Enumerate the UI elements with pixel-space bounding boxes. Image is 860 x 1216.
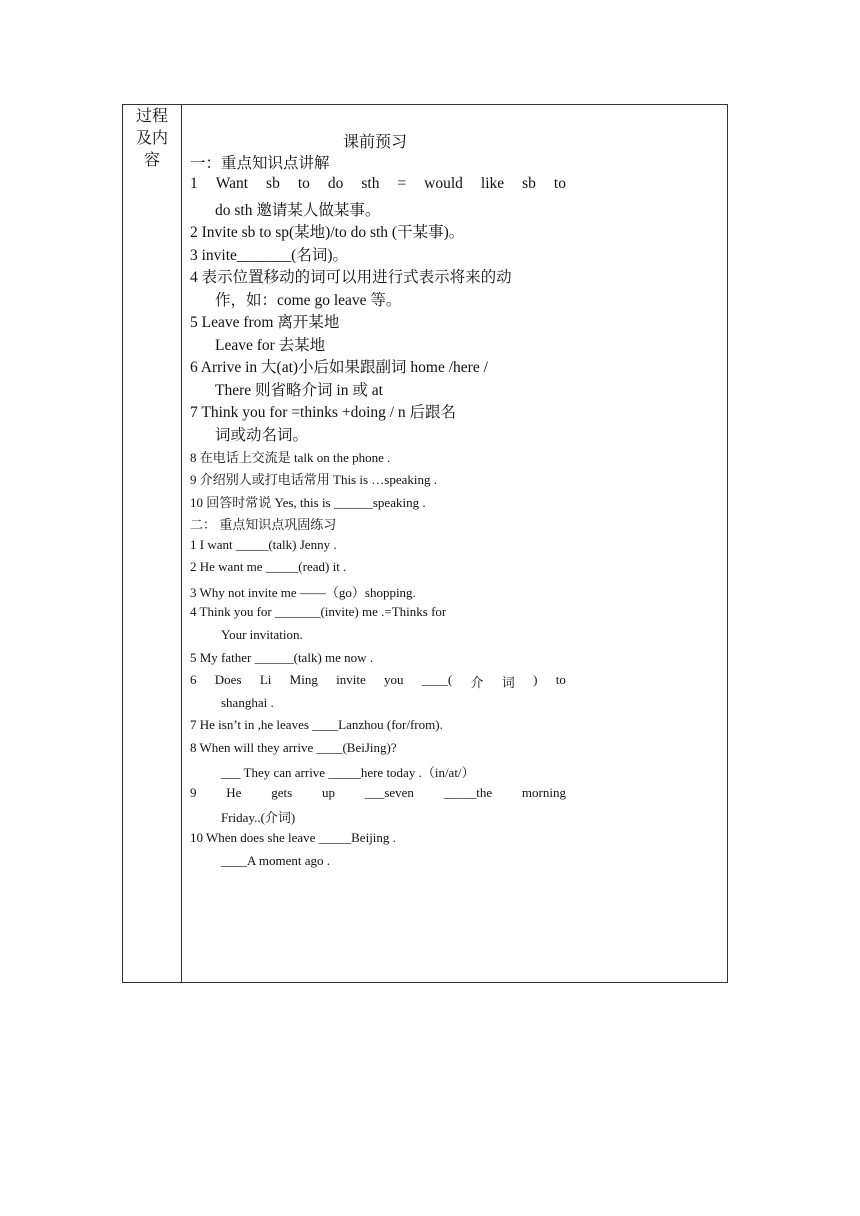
row-label-line: 及内 (135, 130, 168, 147)
exercise-item: shanghai . (221, 695, 274, 710)
exercise-item: 8 When will they arrive ____(BeiJing)? (190, 740, 397, 755)
list-item: 4 表示位置移动的词可以用进行式表示将来的动 (190, 269, 512, 286)
section-heading: 一：重点知识点讲解 (190, 155, 330, 172)
exercise-item: 3 Why not invite me ——（go）shopping. (190, 585, 416, 600)
exercise-item: 2 He want me _____(read) it . (190, 559, 347, 574)
list-item: 10 回答时常说 Yes, this is ______speaking . (190, 495, 426, 510)
column-divider (181, 104, 182, 983)
list-item: 8 在电话上交流是 talk on the phone . (190, 450, 391, 465)
list-item: There 则省略介词 in 或 at (215, 382, 383, 399)
list-item: 2 Invite sb to sp(某地)/to do sth (干某事)。 (190, 224, 465, 241)
list-item: 7 Think you for =thinks +doing / n 后跟名 (190, 404, 457, 421)
exercise-item: Your invitation. (221, 627, 303, 642)
list-item: Leave for 去某地 (215, 337, 326, 354)
section-title: 课前预习 (343, 134, 408, 151)
exercise-item: ____A moment ago . (221, 853, 331, 868)
list-item: 9 介绍别人或打电话常用 This is …speaking . (190, 472, 437, 487)
exercise-item: 5 My father ______(talk) me now . (190, 650, 374, 665)
exercise-item: 7 He isn’t in ,he leaves ____Lanzhou (for/from). (190, 717, 443, 732)
list-item: 词或动名词。 (215, 427, 309, 444)
list-item: 3 invite_______(名词)。 (190, 247, 348, 264)
exercise-item: 10 When does she leave _____Beijing . (190, 830, 396, 845)
section-heading: 二： 重点知识点巩固练习 (190, 517, 337, 532)
exercise-item: 1 I want _____(talk) Jenny . (190, 537, 337, 552)
row-label (130, 106, 174, 172)
exercise-item: Friday..(介词) (221, 810, 296, 825)
list-item: do sth 邀请某人做某事。 (215, 202, 381, 219)
list-item: 6 Arrive in 大(at)小后如果跟副词 home /here / (190, 359, 488, 376)
row-label-line: 过程 (135, 108, 168, 125)
exercise-item: ___ They can arrive _____here today .（in/at/） (221, 765, 475, 780)
row-label-line: 容 (143, 152, 160, 169)
list-item: 5 Leave from 离开某地 (190, 314, 340, 331)
exercise-item: 4 Think you for _______(invite) me .=Thinks for (190, 604, 447, 619)
list-item: 1 Want sb to do sth = would like sb to (190, 175, 566, 192)
exercise-item: 9 He gets up ___seven _____the morning (190, 785, 566, 800)
exercise-item: 6 Does Li Ming invite you ____( 介 词 ) to (190, 672, 566, 690)
list-item: 作，如：come go leave 等。 (215, 292, 402, 309)
